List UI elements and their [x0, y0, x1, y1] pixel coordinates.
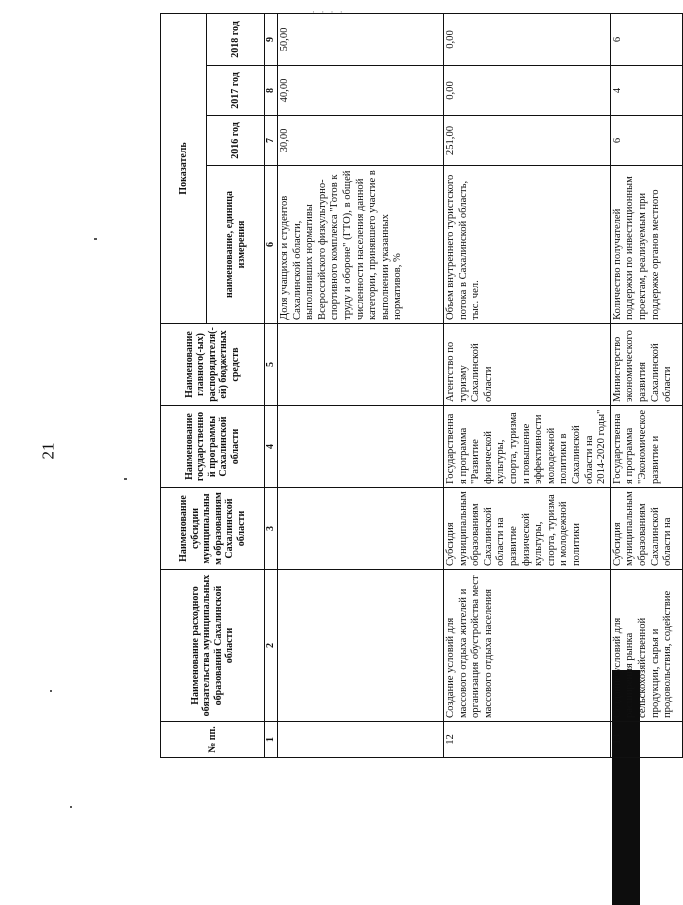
table-row — [278, 13, 444, 757]
col-header-2016: 2016 год — [207, 116, 265, 166]
value-2017-cell: 0,00 — [444, 66, 611, 116]
program-name-cell — [278, 406, 444, 488]
scan-marks: · · · · — [312, 7, 345, 17]
value-2016-cell: 30,00 — [278, 116, 444, 166]
col-header-distributor: Наименование главного(-ых) распорядителя(-ей) бюджетных средств — [161, 324, 265, 406]
row-number: 12 — [444, 722, 611, 758]
col-header-subsidy: Наименование субсидии муниципальным образованиям Сахалинской области — [161, 488, 265, 570]
column-number: 1 — [265, 722, 278, 758]
expense-name-cell: Создание условий для расширения рынка сельскохозяйственной продукции, сырья и продовольствия, содействие — [610, 570, 682, 722]
scan-speck — [124, 478, 127, 480]
col-header-program: Наименование государственной программы Сахалинской области — [161, 406, 265, 488]
program-name-cell: Государственная программа "Экономическое развитие и — [610, 406, 682, 488]
column-number: 2 — [265, 570, 278, 722]
distributor-cell: Министерство экономического развития Сахалинской области — [610, 324, 682, 406]
col-header-indicator: Показатель — [161, 13, 207, 323]
program-name-cell: Государственная программа "Развитие физической культуры, спорта, туризма и повышение эффективности молодежной политики в Сахалинской области на 2014-2020 годы" — [444, 406, 611, 488]
column-number-row — [265, 13, 278, 757]
subsidy-name-cell: Субсидия муниципальным образованиям Сахалинской области на — [610, 488, 682, 570]
subsidy-name-cell: Субсидия муниципальным образованиям Сахалинской области на развитие физической культуры, спорта, туризма и молодежной политики — [444, 488, 611, 570]
column-number: 7 — [265, 116, 278, 166]
expense-name-cell: Создание условий для массового отдыха жителей и организация обустройства мест массового отдыха населения — [444, 570, 611, 722]
column-number: 8 — [265, 66, 278, 116]
subsidy-table — [160, 13, 683, 758]
scan-speck — [94, 238, 97, 240]
column-number: 3 — [265, 488, 278, 570]
scan-speck — [70, 806, 72, 808]
rotated-document-sheet — [160, 14, 674, 758]
subsidy-name-cell — [278, 488, 444, 570]
value-2018-cell: 0,00 — [444, 13, 611, 65]
scan-speck — [50, 690, 52, 692]
table-row — [610, 13, 682, 757]
value-2016-cell: 251,00 — [444, 116, 611, 166]
column-number: 6 — [265, 166, 278, 324]
col-header-indicator-name: наименование, единица измерения — [207, 166, 265, 324]
row-number — [278, 722, 444, 758]
column-number: 5 — [265, 324, 278, 406]
value-2018-cell: 50,00 — [278, 13, 444, 65]
indicator-name-cell: Объем внутреннего туристского потока в Сахалинской область, тыс. чел. — [444, 166, 611, 324]
indicator-name-cell: Количество получателей поддержки по инвестиционным проектам, реализуемым при поддержке органов местного — [610, 166, 682, 324]
col-header-expense: Наименование расходного обязательства муниципальных образований Сахалинской области — [161, 570, 265, 722]
col-header-num: № пп. — [161, 722, 265, 758]
expense-name-cell — [278, 570, 444, 722]
value-2017-cell: 40,00 — [278, 66, 444, 116]
col-header-2018: 2018 год — [207, 13, 265, 65]
column-number: 4 — [265, 406, 278, 488]
distributor-cell — [278, 324, 444, 406]
row-number: 13 — [610, 722, 682, 758]
value-2018-cell: 6 — [610, 13, 682, 65]
header-row — [161, 13, 207, 757]
page-number: 21 — [38, 442, 58, 460]
indicator-name-cell: Доля учащихся и студентов Сахалинской области, выполнивших нормативы Всероссийского физкультурно-спортивного комплекса "Готов к труду и обороне" (ГТО), в общей численности населения данной категории, принявшего участие в выполнении указанных нормативов, % — [278, 166, 444, 324]
col-header-2017: 2017 год — [207, 66, 265, 116]
value-2016-cell: 6 — [610, 116, 682, 166]
table-row — [444, 13, 611, 757]
column-number: 9 — [265, 13, 278, 65]
value-2017-cell: 4 — [610, 66, 682, 116]
distributor-cell: Агентство по туризму Сахалинской области — [444, 324, 611, 406]
